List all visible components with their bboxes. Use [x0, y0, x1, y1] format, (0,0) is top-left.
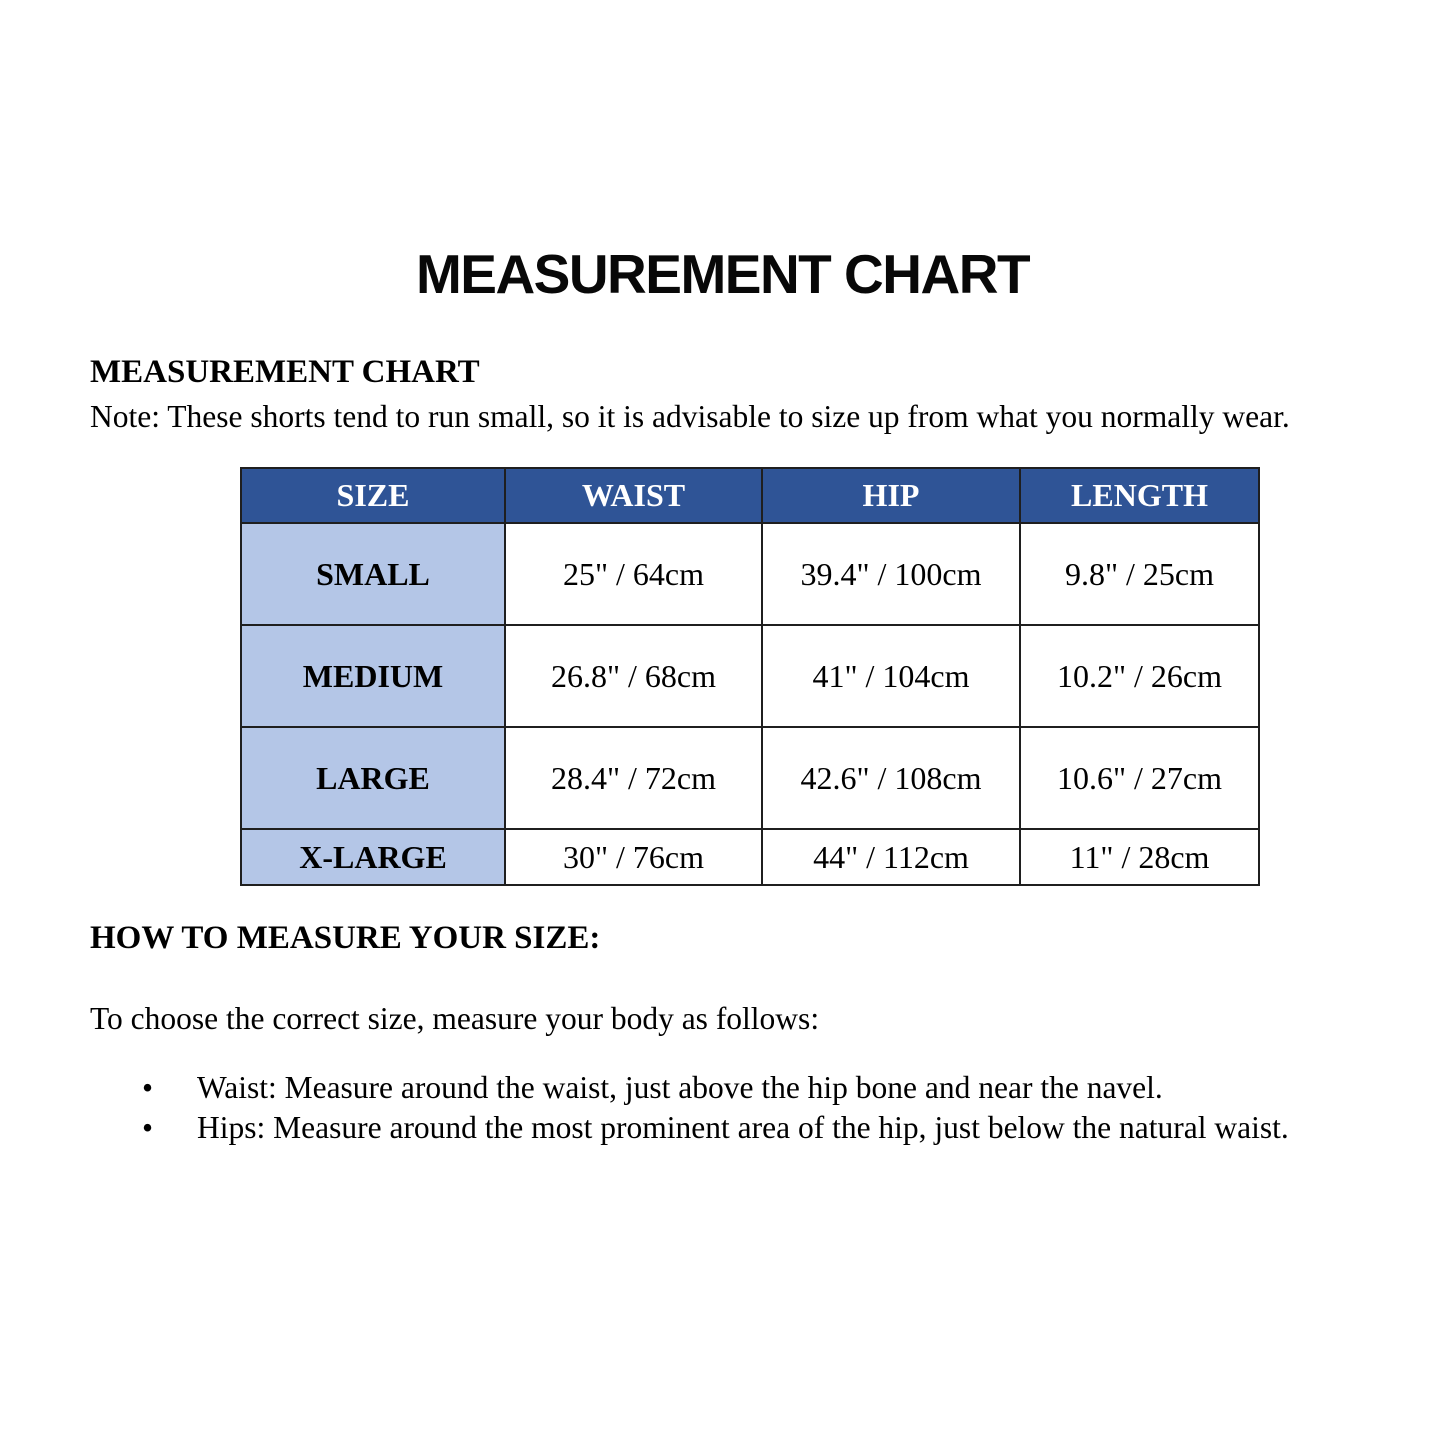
column-header-hip: HIP [762, 468, 1020, 523]
hip-value-medium: 41" / 104cm [762, 625, 1020, 727]
waist-value-small: 25" / 64cm [505, 523, 762, 625]
size-label-x-large: X-LARGE [241, 829, 505, 885]
list-item-waist [90, 1068, 1400, 1108]
column-header-size: SIZE [241, 468, 505, 523]
bullet-icon: • [142, 1070, 154, 1105]
how-to-measure-intro: To choose the correct size, measure your body as follows: [90, 1001, 820, 1036]
table-row [241, 727, 1259, 829]
size-label-medium: MEDIUM [241, 625, 505, 727]
table-row [241, 523, 1259, 625]
section-heading-measurement-chart: MEASUREMENT CHART [90, 354, 480, 390]
page-title: MEASUREMENT CHART [415, 243, 1030, 305]
hips-instruction-text: Hips: Measure around the most prominent area of the hip, just below the natural waist. [197, 1110, 1289, 1145]
hip-value-x-large: 44" / 112cm [762, 829, 1020, 885]
table-row [241, 625, 1259, 727]
how-to-measure-heading: HOW TO MEASURE YOUR SIZE: [90, 920, 601, 956]
bullet-icon: • [142, 1110, 154, 1145]
hip-value-large: 42.6" / 108cm [762, 727, 1020, 829]
hip-value-small: 39.4" / 100cm [762, 523, 1020, 625]
table-row [241, 829, 1259, 885]
waist-instruction-text: Waist: Measure around the waist, just above the hip bone and near the navel. [197, 1070, 1163, 1105]
length-value-large: 10.6" / 27cm [1020, 727, 1259, 829]
column-header-length: LENGTH [1020, 468, 1259, 523]
table-header-row [241, 468, 1259, 523]
size-label-small: SMALL [241, 523, 505, 625]
waist-value-x-large: 30" / 76cm [505, 829, 762, 885]
size-label-large: LARGE [241, 727, 505, 829]
sizing-note-text: Note: These shorts tend to run small, so it is advisable to size up from what you normally wear. [90, 399, 1290, 434]
waist-value-large: 28.4" / 72cm [505, 727, 762, 829]
length-value-small: 9.8" / 25cm [1020, 523, 1259, 625]
measure-instructions-list [90, 1068, 1400, 1148]
column-header-waist: WAIST [505, 468, 762, 523]
length-value-x-large: 11" / 28cm [1020, 829, 1259, 885]
length-value-medium: 10.2" / 26cm [1020, 625, 1259, 727]
list-item-hips [90, 1108, 1400, 1148]
waist-value-medium: 26.8" / 68cm [505, 625, 762, 727]
measurement-table [240, 467, 1260, 886]
